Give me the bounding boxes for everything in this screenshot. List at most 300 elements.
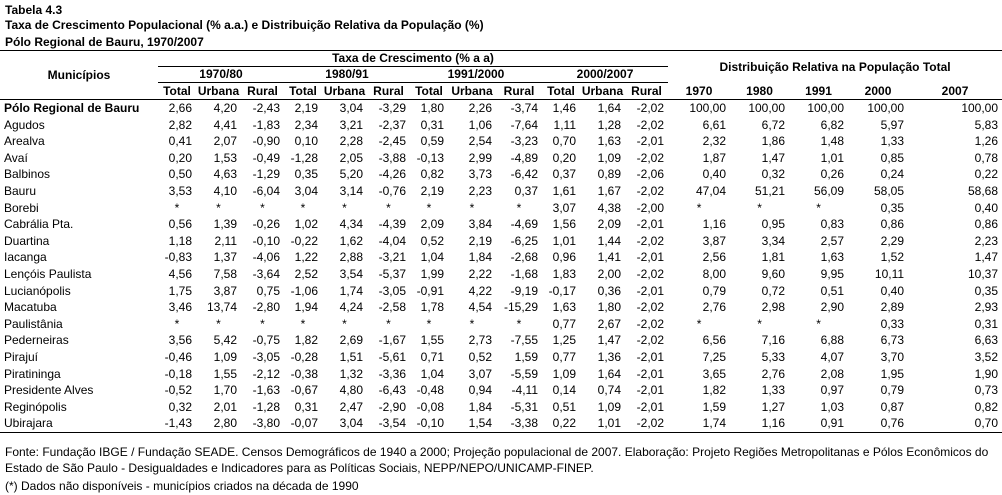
row-value: 0,37 — [514, 183, 538, 198]
row-value: 3,73 — [468, 167, 492, 182]
row-value: -0,07 — [284, 415, 322, 432]
row-value: 1,63 — [820, 250, 845, 265]
row-value: 1,32 — [339, 366, 363, 381]
row-value: 2,69 — [339, 333, 363, 348]
row-value: 1,02 — [294, 217, 318, 232]
row-value: 1,84 — [468, 399, 492, 414]
row-value: 0,76 — [848, 415, 908, 432]
row-municipio-name: Duartina — [4, 233, 50, 248]
row-value: 0,94 — [468, 383, 492, 398]
row-value: 4,10 — [213, 183, 237, 198]
row-value: 6,56 — [702, 333, 727, 348]
row-value: * — [757, 200, 762, 215]
row-value: 1,01 — [820, 150, 845, 165]
row-value: 0,20 — [168, 150, 192, 165]
table-subtitle: Pólo Regional de Bauru, 1970/2007 — [5, 35, 204, 49]
row-value: 0,32 — [761, 167, 786, 182]
row-value: 2,09 — [597, 217, 621, 232]
row-value: 100,00 — [961, 101, 999, 115]
row-value: 1,52 — [880, 250, 905, 265]
row-value: 0,37 — [552, 167, 576, 182]
row-value: 0,52 — [468, 349, 492, 364]
row-value: 0,87 — [880, 399, 905, 414]
row-value: 1,94 — [294, 300, 318, 315]
row-value: 2,66 — [168, 101, 192, 115]
row-value: 1,80 — [420, 101, 444, 115]
row-municipio-name: Ubirajara — [0, 415, 158, 432]
row-value: 0,86 — [974, 217, 999, 232]
row-value: 4,54 — [468, 300, 492, 315]
row-value: -2,02 — [636, 117, 665, 132]
row-value: 1,51 — [339, 349, 363, 364]
row-value: 3,46 — [168, 300, 192, 315]
row-value: 0,78 — [974, 150, 999, 165]
row-municipio-name: Lençóis Paulista — [4, 266, 92, 281]
row-value: 1,18 — [168, 233, 192, 248]
row-value: 5,33 — [761, 349, 786, 364]
row-municipio-name: Bauru — [4, 183, 37, 198]
row-value: -9,19 — [510, 283, 538, 298]
row-value: 2,23 — [468, 183, 492, 198]
header-sub-urbana: Urbana — [323, 84, 366, 98]
row-value: 1,63 — [552, 300, 576, 315]
row-value: 2,54 — [468, 134, 492, 149]
header-municipios: Municípios — [0, 51, 158, 100]
header-sub-urbana: Urbana — [581, 84, 624, 98]
header-sub-rural: Rural — [625, 83, 668, 100]
footnote: (*) Dados não disponíveis - municípios criados na década de 1990 — [5, 479, 359, 493]
row-value: 100,00 — [689, 101, 727, 115]
row-value: 3,34 — [761, 233, 786, 248]
row-value: 6,73 — [880, 333, 905, 348]
row-value: 0,33 — [880, 316, 905, 331]
row-value: -3,54 — [367, 415, 410, 432]
row-value: * — [516, 316, 522, 331]
row-value: 3,53 — [168, 183, 192, 198]
row-value: 2,23 — [974, 233, 999, 248]
row-value: 1,74 — [339, 283, 363, 298]
row-value: 1,27 — [761, 399, 786, 414]
header-sub-rural: Rural — [496, 83, 542, 100]
row-value: 1,06 — [468, 117, 492, 132]
row-value: -0,13 — [416, 150, 444, 165]
row-value: 1,67 — [597, 183, 621, 198]
row-value: -2,37 — [378, 117, 406, 132]
row-value: -1,29 — [252, 167, 280, 182]
header-period: 2000/2007 — [542, 67, 668, 83]
row-value: -3,88 — [378, 150, 406, 165]
row-value: 3,54 — [339, 266, 363, 281]
row-value: -2,01 — [636, 250, 665, 265]
row-value: 2,98 — [761, 300, 786, 315]
row-value: 13,74 — [206, 300, 237, 315]
row-value: 1,46 — [552, 101, 576, 115]
row-value: 2,08 — [820, 366, 845, 381]
row-value: 1,86 — [761, 134, 786, 149]
row-value: * — [386, 200, 391, 215]
row-value: 0,22 — [542, 415, 580, 432]
row-value: 6,61 — [702, 117, 727, 132]
row-value: 1,47 — [597, 333, 621, 348]
row-value: 1,09 — [597, 399, 621, 414]
row-value: 2,76 — [761, 366, 786, 381]
row-value: * — [469, 200, 475, 215]
row-value: 3,52 — [974, 349, 999, 364]
row-value: 100,00 — [867, 101, 905, 115]
row-value: 1,28 — [597, 117, 621, 132]
row-value: 8,00 — [702, 266, 727, 281]
row-value: 2,19 — [420, 183, 444, 198]
table-title: Taxa de Crescimento Populacional (% a.a.) e Distribuição Relativa da População (%) — [5, 18, 484, 32]
row-value: -3,38 — [496, 415, 542, 432]
header-period: 1991/2000 — [410, 67, 542, 83]
row-value: -3,74 — [510, 101, 538, 115]
row-value: 100,00 — [807, 101, 845, 115]
row-value: * — [260, 316, 265, 331]
table-row — [0, 299, 1002, 316]
row-value: 6,82 — [820, 117, 845, 132]
row-value: 0,73 — [974, 383, 999, 398]
table-row — [0, 349, 1002, 366]
row-value: 1,59 — [702, 399, 727, 414]
row-value: 3,07 — [468, 366, 492, 381]
row-value: 1,36 — [597, 349, 621, 364]
row-value: 2,26 — [468, 101, 492, 115]
row-value: -2,02 — [636, 266, 665, 281]
row-value: 0,24 — [880, 167, 905, 182]
header-sub-total: Total — [410, 83, 448, 100]
row-value: 1,16 — [702, 217, 727, 232]
row-value: 1,74 — [668, 415, 730, 432]
table-row — [0, 183, 1002, 200]
row-municipio-name: Cabrália Pta. — [4, 217, 74, 232]
row-value: 2,56 — [702, 250, 727, 265]
row-value: 0,70 — [908, 415, 1002, 432]
row-value: -3,23 — [510, 134, 538, 149]
row-value: -2,02 — [636, 101, 665, 115]
row-value: 1,47 — [974, 250, 999, 265]
row-value: 1,01 — [552, 233, 576, 248]
row-value: -0,10 — [410, 415, 448, 432]
row-value: -4,11 — [511, 383, 538, 398]
row-value: -0,76 — [378, 183, 406, 198]
row-value: 3,56 — [168, 333, 192, 348]
row-value: 1,56 — [552, 217, 576, 232]
row-value: 0,82 — [420, 167, 444, 182]
row-value: -0,22 — [290, 233, 318, 248]
row-value: -1,68 — [510, 266, 538, 281]
row-value: 0,14 — [552, 383, 576, 398]
row-value: 1,64 — [597, 101, 621, 115]
row-value: 0,95 — [761, 217, 786, 232]
header-year: 1991 — [789, 83, 848, 100]
row-value: -2,43 — [252, 101, 280, 115]
row-value: -3,36 — [378, 366, 406, 381]
row-value: 1,78 — [420, 300, 444, 315]
row-value: -7,64 — [510, 117, 538, 132]
row-municipio-name: Pólo Regional de Bauru — [4, 101, 140, 115]
row-value: 3,14 — [339, 183, 363, 198]
row-value: -1,28 — [290, 150, 318, 165]
row-value: 51,21 — [755, 183, 786, 198]
row-value: -2,12 — [252, 366, 280, 381]
row-value: 2,19 — [294, 101, 318, 115]
row-value: * — [300, 316, 306, 331]
row-value: 4,34 — [339, 217, 363, 232]
table-row — [0, 415, 1002, 432]
row-value: -4,04 — [378, 233, 406, 248]
row-value: -0,75 — [252, 333, 280, 348]
row-value: * — [426, 200, 432, 215]
row-value: -3,29 — [378, 101, 406, 115]
row-value: 0,59 — [420, 134, 444, 149]
table-row — [0, 332, 1002, 349]
row-value: 0,35 — [294, 167, 318, 182]
row-value: 0,91 — [789, 415, 848, 432]
row-value: -2,01 — [636, 283, 665, 298]
row-value: -2,80 — [252, 300, 280, 315]
row-value: 2,05 — [339, 150, 363, 165]
row-municipio-name: Borebi — [4, 200, 39, 215]
row-value: 1,33 — [880, 134, 905, 149]
row-value: 1,03 — [820, 399, 845, 414]
row-value: 6,88 — [820, 333, 845, 348]
table-row — [0, 216, 1002, 233]
row-value: 4,24 — [339, 300, 363, 315]
row-value: 0,79 — [702, 283, 727, 298]
row-value: -0,17 — [548, 283, 576, 298]
row-value: * — [386, 316, 391, 331]
row-value: 4,38 — [597, 200, 621, 215]
row-value: 4,07 — [820, 349, 845, 364]
row-municipio-name: Piratininga — [4, 366, 61, 381]
row-value: -0,67 — [290, 383, 318, 398]
row-value: -4,26 — [378, 167, 406, 182]
row-value: -5,59 — [510, 366, 538, 381]
row-value: -2,45 — [378, 134, 406, 149]
header-year: 1970 — [668, 83, 730, 100]
row-value: 4,20 — [213, 101, 237, 115]
row-value: 4,80 — [339, 383, 363, 398]
row-value: 0,85 — [880, 150, 905, 165]
row-municipio-name: Macatuba — [4, 300, 57, 315]
row-value: * — [216, 316, 221, 331]
row-municipio-name: Lucianópolis — [4, 283, 71, 298]
row-value: -1,28 — [252, 399, 280, 414]
row-value: -2,06 — [636, 167, 665, 182]
row-value: 56,09 — [814, 183, 845, 198]
table-row — [0, 133, 1002, 150]
row-value: 2,32 — [702, 134, 727, 149]
row-value: 7,58 — [213, 266, 237, 281]
row-value: 3,07 — [552, 200, 576, 215]
table-row — [0, 166, 1002, 183]
row-value: 6,72 — [761, 117, 786, 132]
row-value: -3,05 — [252, 349, 280, 364]
header-growth-group: Taxa de Crescimento (% a a) — [158, 51, 668, 67]
population-table — [0, 50, 1002, 433]
row-value: -6,04 — [252, 183, 280, 198]
row-municipio-name: Paulistânia — [4, 316, 63, 331]
row-value: * — [696, 316, 702, 331]
row-value: 0,22 — [974, 167, 999, 182]
row-value: 1,39 — [213, 217, 237, 232]
header-period: 1980/91 — [284, 67, 410, 83]
row-value: -3,21 — [378, 250, 406, 265]
row-value: 2,82 — [168, 117, 192, 132]
row-value: -0,10 — [252, 233, 280, 248]
row-value: 0,51 — [820, 283, 845, 298]
table-row — [0, 316, 1002, 333]
row-value: 0,82 — [974, 399, 999, 414]
row-value: -0,90 — [252, 134, 280, 149]
row-municipio-name: Iacanga — [4, 250, 47, 265]
row-value: * — [342, 316, 347, 331]
table-label: Tabela 4.3 — [5, 3, 63, 17]
row-value: 1,75 — [168, 283, 192, 298]
row-value: 0,40 — [702, 167, 727, 182]
row-value: 2,80 — [196, 415, 241, 432]
row-value: 3,21 — [339, 117, 363, 132]
row-value: 1,90 — [974, 366, 999, 381]
row-value: 1,87 — [702, 150, 727, 165]
row-municipio-name: Pirajuí — [4, 349, 39, 364]
row-value: 0,36 — [597, 283, 621, 298]
row-value: -0,26 — [252, 217, 280, 232]
row-value: 2,19 — [468, 233, 492, 248]
row-value: 1,84 — [468, 250, 492, 265]
row-value: 0,77 — [552, 349, 576, 364]
row-value: 2,29 — [880, 233, 905, 248]
row-value: 1,41 — [597, 250, 621, 265]
row-value: 1,25 — [552, 333, 576, 348]
table-row — [0, 283, 1002, 300]
row-value: 4,63 — [213, 167, 237, 182]
row-value: 2,00 — [597, 266, 621, 281]
row-value: -3,64 — [252, 266, 280, 281]
row-value: 1,64 — [597, 366, 621, 381]
row-value: * — [260, 200, 265, 215]
row-value: 2,99 — [468, 150, 492, 165]
row-value: 0,74 — [597, 383, 621, 398]
row-value: -2,00 — [636, 200, 665, 215]
header-distribution-group: Distribuição Relativa na População Total — [668, 51, 1002, 83]
row-value: 2,73 — [468, 333, 492, 348]
row-value: 0,35 — [974, 283, 999, 298]
row-value: -0,46 — [164, 349, 192, 364]
row-value: 4,22 — [468, 283, 492, 298]
row-value: 3,70 — [880, 349, 905, 364]
row-value: * — [174, 316, 180, 331]
row-value: 0,86 — [880, 217, 905, 232]
row-value: 1,22 — [294, 250, 318, 265]
row-value: 1,63 — [597, 134, 621, 149]
row-value: 1,48 — [820, 134, 845, 149]
row-value: -2,01 — [636, 399, 665, 414]
row-value: * — [516, 200, 522, 215]
row-value: -0,83 — [164, 250, 192, 265]
row-value: -0,38 — [290, 366, 318, 381]
row-value: -0,28 — [290, 349, 318, 364]
row-value: 0,10 — [294, 134, 318, 149]
header-sub-total: Total — [158, 83, 196, 100]
table-row — [0, 150, 1002, 167]
row-value: * — [816, 316, 821, 331]
row-value: -3,80 — [241, 415, 284, 432]
row-value: * — [426, 316, 432, 331]
row-value: -4,39 — [378, 217, 406, 232]
row-value: -2,02 — [625, 415, 668, 432]
header-sub-rural: Rural — [241, 83, 284, 100]
row-value: 0,32 — [168, 399, 192, 414]
row-value: -3,05 — [378, 283, 406, 298]
row-value: -0,49 — [252, 150, 280, 165]
row-value: -0,18 — [164, 366, 192, 381]
row-value: 0,71 — [420, 349, 444, 364]
row-value: 2,76 — [702, 300, 727, 315]
row-value: 2,22 — [468, 266, 492, 281]
header-year: 2007 — [908, 83, 1002, 100]
row-value: -0,91 — [416, 283, 444, 298]
row-municipio-name: Presidente Alves — [4, 383, 94, 398]
row-municipio-name: Arealva — [4, 134, 45, 149]
row-value: 1,82 — [702, 383, 727, 398]
row-value: -0,52 — [164, 383, 192, 398]
header-sub-urbana: Urbana — [197, 84, 240, 98]
row-value: 0,40 — [974, 200, 999, 215]
row-value: 1,83 — [552, 266, 576, 281]
row-value: 0,20 — [552, 150, 576, 165]
row-value: -6,43 — [378, 383, 406, 398]
row-value: 0,40 — [880, 283, 905, 298]
row-value: 2,01 — [213, 399, 237, 414]
row-value: 100,00 — [748, 101, 786, 115]
row-value: 0,72 — [761, 283, 786, 298]
row-value: 2,47 — [339, 399, 363, 414]
row-value: -1,63 — [252, 383, 280, 398]
row-value: 5,97 — [880, 117, 905, 132]
row-value: -4,06 — [252, 250, 280, 265]
row-value: 2,34 — [294, 117, 318, 132]
row-value: 0,70 — [552, 134, 576, 149]
row-value: 0,41 — [168, 134, 192, 149]
table-row — [0, 366, 1002, 383]
row-value: -5,61 — [378, 349, 406, 364]
row-value: 7,25 — [702, 349, 727, 364]
row-value: * — [342, 200, 347, 215]
row-value: 3,04 — [294, 183, 318, 198]
row-value: -2,01 — [636, 349, 665, 364]
row-value: -0,08 — [416, 399, 444, 414]
source-note: Fonte: Fundação IBGE / Fundação SEADE. Censos Demográficos de 1940 a 2000; Projeção populacional de 2007. Elaboração: Projeto Regiões Metropolitanas e Pólos Econômicos do Estado de São Paulo - Desigualdades e Indicadores para as Políticas Sociais, NEPP/NEPO/UNICAMP-FINEP. — [5, 445, 989, 475]
row-value: 0,75 — [256, 283, 280, 298]
row-value: 1,80 — [597, 300, 621, 315]
row-value: -4,89 — [510, 150, 538, 165]
row-value: -2,01 — [636, 383, 665, 398]
row-value: 1,09 — [213, 349, 237, 364]
row-municipio-name: Avaí — [4, 150, 28, 165]
row-value: 10,11 — [874, 266, 905, 281]
row-value: 3,04 — [339, 101, 363, 115]
row-value: -15,29 — [503, 300, 538, 315]
row-value: 9,60 — [761, 266, 786, 281]
row-value: 1,59 — [514, 349, 538, 364]
table-row — [0, 249, 1002, 266]
row-value: 47,04 — [696, 183, 727, 198]
row-value: 1,61 — [552, 183, 576, 198]
row-value: -2,02 — [636, 183, 665, 198]
row-value: 2,07 — [213, 134, 237, 149]
